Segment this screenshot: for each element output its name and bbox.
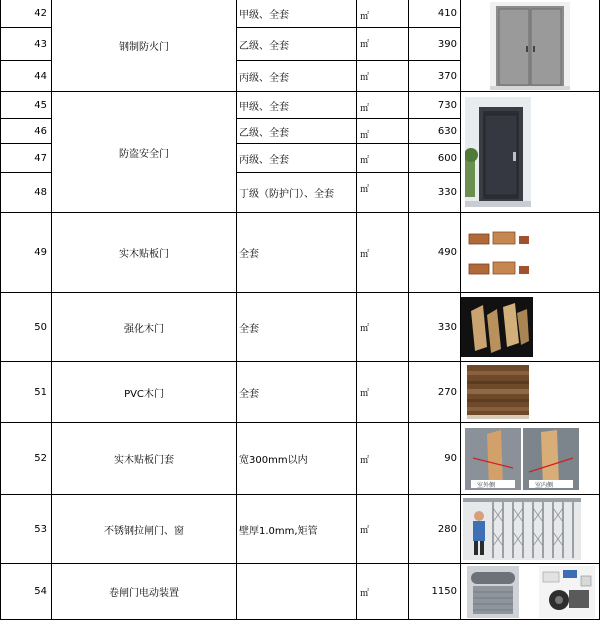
roller-shutter-motor-photo [539, 566, 595, 618]
row-number [0, 0, 52, 28]
image-cell [461, 362, 600, 423]
unit-cell [357, 423, 409, 495]
price-text: 1150 [431, 586, 457, 597]
price-cell [409, 495, 461, 564]
unit-cell [357, 362, 409, 423]
item-name-text: 不锈钢拉闸门、窗 [104, 525, 184, 537]
row-number [0, 293, 52, 362]
roller-shutter-photo [467, 566, 519, 618]
item-name-text: 钢制防火门 [119, 42, 169, 53]
price-text: 370 [437, 70, 457, 82]
price-text: 410 [437, 8, 457, 19]
frame-outside-photo [465, 428, 521, 490]
row-number [0, 28, 52, 61]
spec-text: 全套 [239, 249, 259, 260]
spec-cell [237, 423, 357, 495]
price-text: 730 [437, 99, 457, 111]
caption-inside: 室内侧 [535, 481, 554, 489]
price-cell [409, 92, 461, 119]
image-cell [461, 92, 600, 213]
image-cell [461, 293, 600, 362]
spec-cell [237, 564, 357, 620]
fire-door-photo [490, 2, 570, 90]
row-number [0, 423, 52, 495]
price-text: 630 [437, 125, 457, 137]
price-cell [409, 213, 461, 293]
price-cell [409, 423, 461, 495]
price-cell [409, 362, 461, 423]
row-number-text: 42 [34, 8, 47, 19]
row-number-text: 45 [34, 99, 47, 111]
unit-text: ㎡ [360, 12, 370, 22]
price-cell [409, 28, 461, 61]
price-text: 90 [444, 453, 457, 464]
item-name [52, 0, 237, 92]
unit-cell [357, 213, 409, 293]
spec-cell [237, 173, 357, 213]
price-text: 490 [437, 247, 457, 258]
spec-cell [237, 293, 357, 362]
caption-outside: 室外侧 [477, 481, 496, 489]
spec-text: 全套 [239, 323, 259, 335]
item-name-text: 卷闸门电动装置 [109, 588, 179, 599]
row-number-text: 49 [34, 247, 47, 258]
unit-cell [357, 495, 409, 564]
row-number [0, 144, 52, 173]
price-text: 270 [437, 386, 457, 398]
item-name [52, 423, 237, 495]
spec-text: 全套 [239, 388, 259, 400]
row-number-text: 44 [34, 70, 47, 82]
spec-text: 壁厚1.0mm,矩管 [239, 525, 318, 537]
price-text: 330 [437, 187, 457, 198]
image-cell [461, 423, 600, 495]
price-text: 390 [437, 38, 457, 50]
row-number [0, 564, 52, 620]
price-cell [409, 0, 461, 28]
unit-cell [357, 61, 409, 92]
price-cell [409, 293, 461, 362]
spec-cell [237, 28, 357, 61]
row-number-text: 50 [34, 321, 47, 333]
row-number [0, 119, 52, 144]
unit-cell [357, 92, 409, 119]
price-cell [409, 119, 461, 144]
price-cell [409, 144, 461, 173]
item-name [52, 213, 237, 293]
row-number-text: 43 [34, 38, 47, 50]
row-number [0, 61, 52, 92]
spec-text: 丁级（防护门）、全套 [239, 189, 334, 200]
spec-text: 丙级、全套 [239, 72, 289, 84]
price-cell [409, 61, 461, 92]
spec-cell [237, 92, 357, 119]
spec-text: 丙级、全套 [239, 154, 289, 166]
laminate-door-photo [461, 297, 533, 357]
unit-text: ㎡ [360, 104, 370, 114]
spec-cell [237, 495, 357, 564]
item-name [52, 92, 237, 213]
unit-cell [357, 564, 409, 620]
price-cell [409, 564, 461, 620]
frame-inside-photo [523, 428, 579, 490]
row-number [0, 213, 52, 293]
image-cell [461, 213, 600, 293]
item-name-text: PVC木门 [124, 388, 164, 400]
spec-cell [237, 61, 357, 92]
row-number-text: 48 [34, 187, 47, 198]
row-number-text: 52 [34, 453, 47, 464]
row-number [0, 92, 52, 119]
item-name-text: 防盗安全门 [119, 148, 169, 160]
spec-cell [237, 362, 357, 423]
image-cell [461, 564, 600, 620]
unit-text: ㎡ [360, 324, 370, 334]
unit-text: ㎡ [360, 156, 370, 166]
pvc-door-photo [467, 365, 529, 419]
spec-cell [237, 213, 357, 293]
folding-gate-photo [463, 498, 581, 560]
item-name [52, 362, 237, 423]
wood-door-samples-photo [465, 218, 533, 288]
unit-cell [357, 293, 409, 362]
unit-cell [357, 173, 409, 213]
spec-text: 乙级、全套 [239, 40, 289, 52]
unit-cell [357, 144, 409, 173]
row-number-text: 53 [34, 523, 47, 535]
price-text: 280 [437, 523, 457, 535]
item-name-text: 强化木门 [124, 323, 164, 335]
table-left-border [0, 0, 1, 620]
unit-text: ㎡ [360, 456, 370, 466]
price-text: 330 [437, 321, 457, 333]
unit-text: ㎡ [360, 589, 370, 599]
spec-cell [237, 144, 357, 173]
unit-cell [357, 119, 409, 144]
price-cell [409, 173, 461, 213]
row-number-text: 47 [34, 152, 47, 164]
unit-text: ㎡ [360, 131, 370, 141]
row-number-text: 51 [34, 386, 47, 398]
row-number [0, 495, 52, 564]
item-name [52, 564, 237, 620]
spec-text: 甲级、全套 [239, 10, 289, 21]
spec-text: 宽300mm以内 [239, 455, 308, 466]
spec-text: 甲级、全套 [239, 101, 289, 113]
unit-text: ㎡ [360, 250, 370, 260]
item-name-text: 实木贴板门 [119, 249, 169, 260]
item-name-text: 实木贴板门套 [114, 455, 174, 466]
row-number-text: 46 [34, 125, 47, 137]
spec-cell [237, 0, 357, 28]
unit-text: ㎡ [360, 40, 370, 50]
item-name [52, 495, 237, 564]
item-name [52, 293, 237, 362]
spec-text: 乙级、全套 [239, 127, 289, 139]
row-number-text: 54 [34, 586, 47, 597]
unit-text: ㎡ [360, 185, 370, 195]
unit-text: ㎡ [360, 73, 370, 83]
spec-cell [237, 119, 357, 144]
unit-text: ㎡ [360, 526, 370, 536]
unit-cell [357, 28, 409, 61]
image-cell [461, 0, 600, 92]
unit-cell [357, 0, 409, 28]
row-number [0, 173, 52, 213]
security-door-photo [465, 97, 531, 207]
row-number [0, 362, 52, 423]
price-text: 600 [437, 152, 457, 164]
image-cell [461, 495, 600, 564]
unit-text: ㎡ [360, 389, 370, 399]
